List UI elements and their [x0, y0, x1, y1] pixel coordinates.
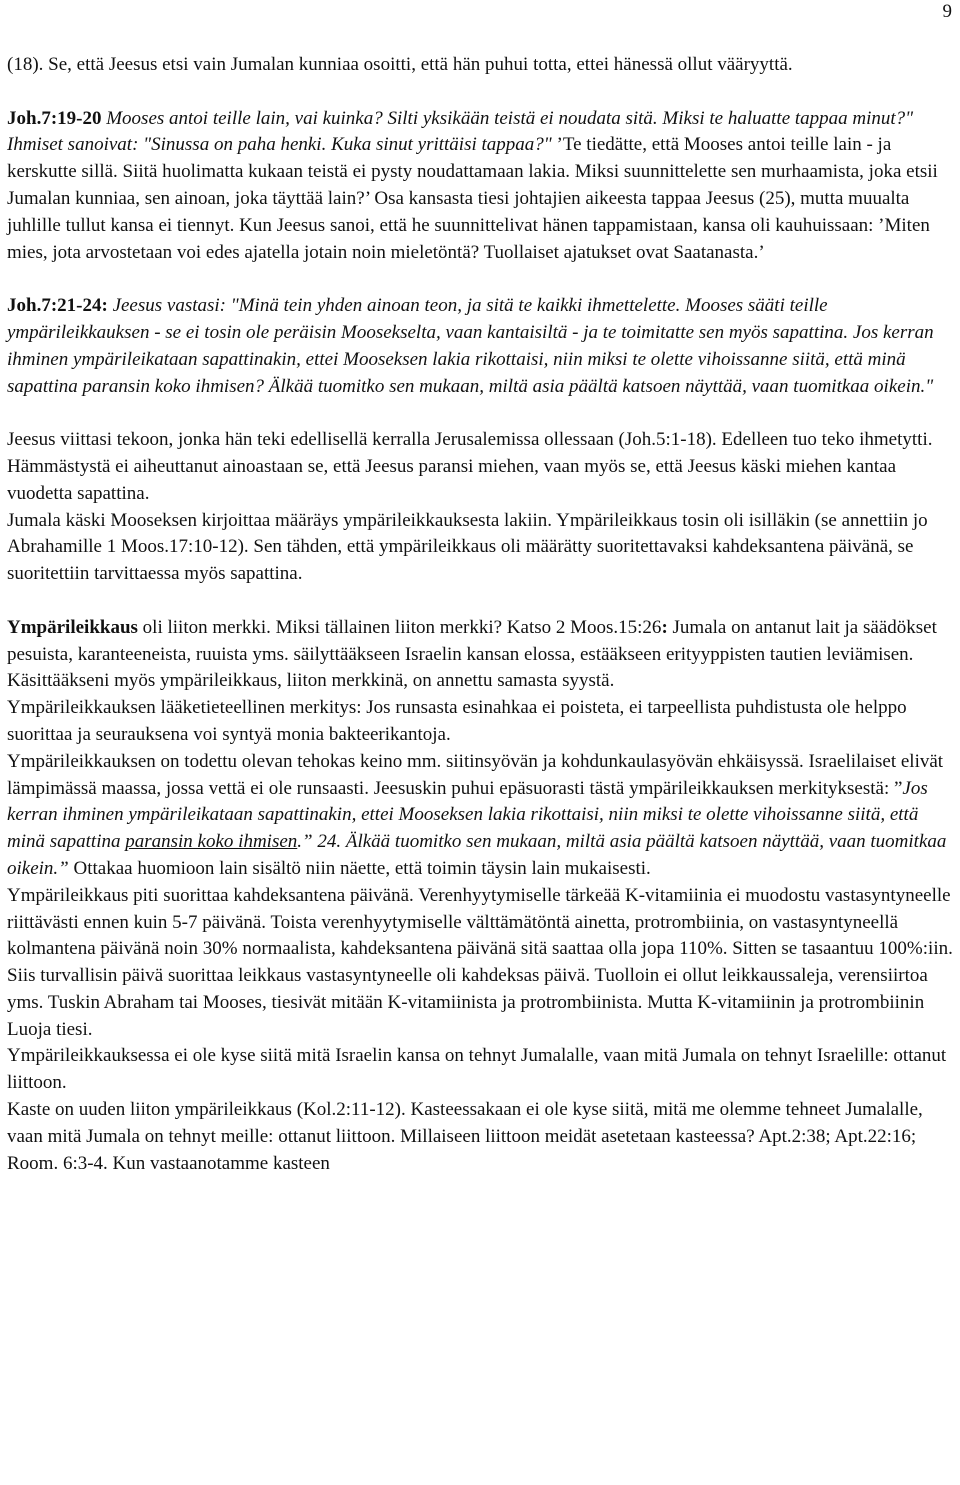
text-run: Ympärileikkauksessa ei ole kyse siitä mitä Israelin kansa on tehnyt Jumalalle, vaan mitä Jumala on tehnyt Israelille: ottanut liittoon.: [7, 1045, 947, 1094]
text-run: Jeesus vastasi: "Minä tein yhden ainoan teon, ja sitä te kaikki ihmettelette. Mooses sääti teille ympärileikkauksen - se ei tosin ole peräisin Moosekselta, vaan kantaisiltä - ja te toimitatte sen myös sapattina. Jos kerran ihminen ympärileikataan sapattinakin, ettei Mooseksen lakia rikottaisi, niin miksi te olette vihoissanne siitä, että minä sapattina paransin koko ihmisen? Älkää tuomitko sen mukaan, miltä asia päältä katsoen näyttää, vaan tuomitkaa oikein.": [7, 295, 934, 397]
paragraph: [7, 427, 953, 507]
text-run: (18). Se, että Jeesus etsi vain Jumalan kunniaa osoitti, että hän puhui totta, ettei hänessä ollut vääryyttä.: [7, 54, 793, 75]
page-number: 9: [942, 1, 952, 22]
text-run: Ympärileikkaus piti suorittaa kahdeksantena päivänä. Verenhyytymiselle tärkeää K-vitamiinia ei muodostu vastasyntyneelle riittävästi ennen kuin 5-7 päivänä. Toista verenhyytymiselle välttämätöntä ainetta, protrombiinia, on vastasyntyneellä kolmantena päivänä noin 30% normaalista, kahdeksantena päivänä sitä saattaa olla jopa 110%. Sitten se tasaantuu 100%:iin. Siis turvallisin päivä suorittaa leikkaus vastasyntyneelle oli kahdeksas päivä. Tuolloin ei ollut leikkaussaleja, verensiirtoa yms. Tuskin Abraham tai Mooses, tiesivät mitään K-vitamiinista ja protrombiinista. Mutta K-vitamiinin ja protrombiinin Luoja tiesi.: [7, 884, 953, 1040]
text-run: Jeesus viittasi tekoon, jonka hän teki edellisellä kerralla Jerusalemissa ollessaan (Joh.5:1-18). Edelleen tuo teko ihmetytti. Hämmästystä ei aiheuttanut ainoastaan se, että Jeesus paransi miehen, vaan myös se, että Jeesus käski miehen kantaa vuodetta sapattina.: [7, 429, 933, 504]
text-run: Jumala käski Mooseksen kirjoittaa määräys ympärileikkauksesta lakiin. Ympärileikkaus tosin oli isilläkin (se annettiin jo Abrahamille 1 Moos.17:10-12). Sen tähden, että ympärileikkaus oli määrätty suoritettavaksi kahdeksantena päivänä, se suoritettiin tarvittaessa myös sapattina.: [7, 509, 928, 585]
paragraph: [7, 52, 953, 79]
paragraph: [7, 883, 953, 1044]
text-run: paransin koko ihmisen: [125, 831, 298, 853]
paragraph: [7, 695, 953, 749]
text-run: ’Te tiedätte, että Mooses antoi teille lain - ja kerskutte sillä. Siitä huolimatta kukaan teistä ei pysty noudattamaan lakia. Miksi suunnittelette sen murhaamista, joka etsii Jumalan kunniaa, sen ainoan, joka täyttää lain?’ Osa kansasta tiesi johtajien aikeesta tappaa Jeesus (25), mutta muualta juhlille tullut kansa ei tiennyt. Kun Jeesus sanoi, että he suunnittelivat hänen tappamistaan, kansa oli kauhuissaan: ’Miten mies, jota arvostetaan voi edes ajatella jotain noin mieletöntä? Tuollaiset ajatukset ovat Saatanasta.’: [7, 134, 938, 263]
paragraph: [7, 749, 953, 883]
text-run: Ottakaa huomioon lain sisältö niin näette, että toimin täysin lain mukaisesti.: [68, 857, 651, 879]
paragraph: [7, 508, 953, 588]
text-run: Jumala on antanut lait ja säädökset pesuista, karanteeneista, ruuista yms. säilyttääkseen Israelin kansan elossa, estääkseen erityyppisten tautien leviämisen. Käsittääkseni myös ympärileikkaus, liiton merkkinä, on annettu samasta syystä.: [7, 616, 937, 692]
paragraph: [7, 615, 953, 695]
text-run: Kaste on uuden liiton ympärileikkaus (Kol.2:11-12). Kasteessakaan ei ole kyse siitä, mitä me olemme tehneet Jumalalle, vaan mitä Jumala on tehnyt meille: ottanut liittoon. Millaiseen liittoon meidät asetetaan kasteessa? Apt.2:38; Apt.22:16; Room. 6:3-4. Kun vastaanotamme kasteen: [7, 1099, 923, 1174]
paragraph: [7, 293, 953, 400]
paragraph: [7, 1043, 953, 1097]
text-run: Jos kerran ihminen ympärileikataan sapattinakin, ettei Mooseksen lakia rikottaisi, niin miksi te olette vihoissanne siitä, että minä sapattina: [7, 777, 928, 853]
text-run: Joh.7:21-24:: [7, 295, 108, 317]
text-run: Mooses antoi teille lain, vai kuinka? Silti yksikään teistä ei noudata sitä. Miksi te haluatte tappaa minut?" Ihmiset sanoivat: "Sinussa on paha henki. Kuka sinut yrittäisi tappaa?": [7, 107, 914, 156]
paragraph: [7, 106, 953, 267]
text-run: .” 24. Älkää tuomitko sen mukaan, miltä asia päältä katsoen näyttää, vaan tuomitkaa oikein.”: [7, 831, 947, 879]
text-run: Ympärileikkauksen on todettu olevan tehokas keino mm. siitinsyövän ja kohdunkaulasyövän ehkäisyssä. Israelilaiset elivät lämpimässä maassa, jossa vettä ei ole runsaasti. Jeesuskin puhui epäsuorasti tästä ympärileikkauksen merkityksestä: ”: [7, 750, 944, 799]
paragraph: [7, 1097, 953, 1177]
text-run: Ympärileikkauksen lääketieteellinen merkitys: Jos runsasta esinahkaa ei poisteta, ei tarpeellista puhdistusta ole helppo suorittaa ja seurauksena voi syntyä monia bakteerikantoja.: [7, 697, 907, 745]
body-text: [7, 52, 953, 1177]
text-run: oli liiton merkki. Miksi tällainen liiton merkki? Katso 2 Moos.15:26: [137, 616, 662, 638]
text-run: Ympärileikkaus: [7, 616, 138, 638]
text-run: :: [661, 616, 668, 638]
text-run: Joh.7:19-20: [7, 107, 102, 129]
